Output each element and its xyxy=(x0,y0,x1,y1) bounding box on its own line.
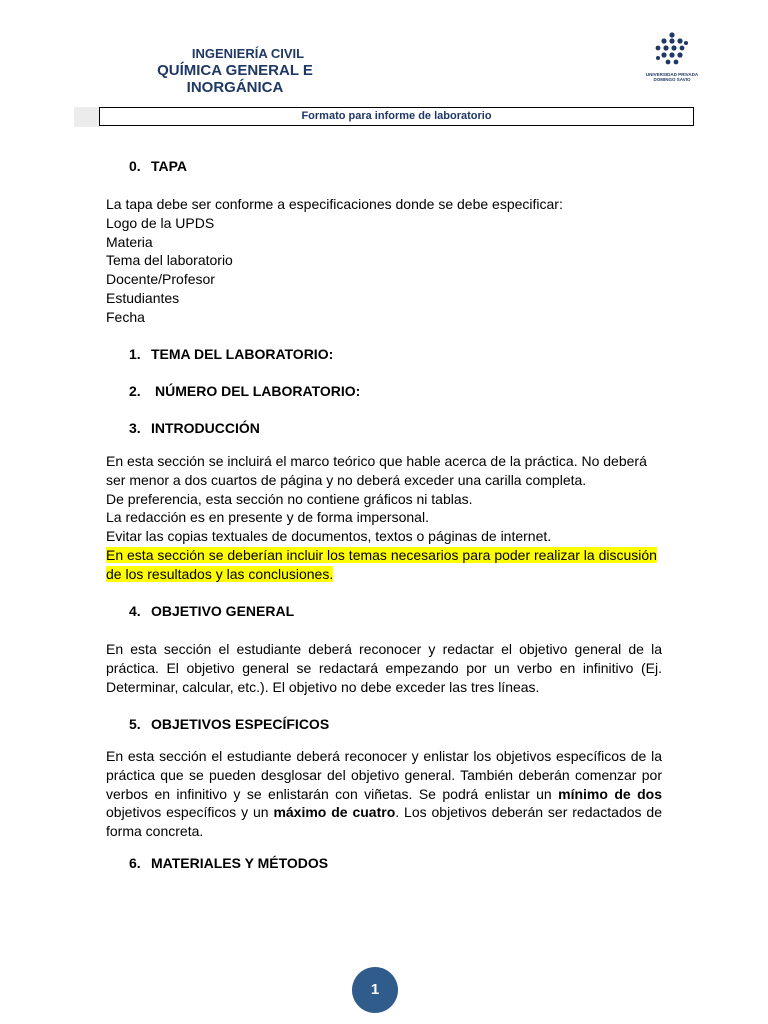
list-item: Fecha xyxy=(106,308,145,325)
university-logo-icon xyxy=(640,30,704,92)
intro-paragraph: De preferencia, esta sección no contiene gráficos ni tablas. xyxy=(106,490,473,507)
program-title: INGENIERÍA CIVIL xyxy=(191,46,305,61)
section-heading-tapa xyxy=(129,158,187,174)
banner-title: Formato para informe de laboratorio xyxy=(99,107,694,126)
section-heading-introduccion xyxy=(129,420,260,436)
objetivos-especificos-paragraph xyxy=(106,747,662,841)
paragraph-text: . Los objetivos deberán ser redactados de forma concreta. xyxy=(106,804,662,840)
section-number: 2. xyxy=(129,383,141,399)
list-item: Tema del laboratorio xyxy=(106,252,233,269)
section-heading-materiales xyxy=(129,855,328,871)
section-number: 4. xyxy=(129,603,141,619)
intro-paragraph: En esta sección se incluirá el marco teórico que hable acerca de la práctica. No deberá ser menor a dos cuartos de página y no deberá exceder una carilla completa. xyxy=(106,453,647,488)
section-title: TEMA DEL LABORATORIO: xyxy=(151,346,334,362)
section-title: OBJETIVO GENERAL xyxy=(151,603,295,619)
list-item: Logo de la UPDS xyxy=(106,214,215,231)
section-number: 6. xyxy=(129,855,141,871)
course-title: QUÍMICA GENERAL E INORGÁNICA xyxy=(157,62,313,96)
paragraph-text: En esta sección el estudiante deberá reconocer y enlistar los objetivos específicos de la práctica que se pueden desglosar del objetivo general. También deberán comenzar por verbos en infinitivo y se enlistarán con viñetas. Se podrá enlistar un xyxy=(106,748,662,802)
section-number: 3. xyxy=(129,420,141,436)
section-heading-numero xyxy=(129,383,360,399)
section-number: 0. xyxy=(129,158,141,174)
bold-minimum: mínimo de dos xyxy=(558,785,662,802)
section-heading-tema xyxy=(129,346,333,362)
intro-paragraph: La redacción es en presente y de forma impersonal. xyxy=(106,509,429,526)
section-heading-objetivos-especificos xyxy=(129,716,329,732)
section-title: NÚMERO DEL LABORATORIO: xyxy=(155,383,361,399)
section-title: OBJETIVOS ESPECÍFICOS xyxy=(151,716,330,732)
list-item: Docente/Profesor xyxy=(106,271,215,288)
list-item: Estudiantes xyxy=(106,289,180,306)
paragraph-text: objetivos específicos y un xyxy=(106,804,274,821)
list-item: Materia xyxy=(106,233,153,250)
objetivo-general-paragraph: En esta sección el estudiante deberá reconocer y redactar el objetivo general de la práctica. El objetivo general se redactará empezando por un verbo en infinitivo (Ej. Determinar, calcular, etc.). El objetivo no debe exceder las tres líneas. xyxy=(106,641,662,695)
highlighted-note: En esta sección se deberían incluir los temas necesarios para poder realizar la discusión de los resultados y las conclusiones. xyxy=(106,546,657,582)
section-number: 1. xyxy=(129,346,141,362)
section-title: TAPA xyxy=(151,158,188,174)
tapa-block xyxy=(106,195,662,327)
tapa-intro: La tapa debe ser conforme a especificaciones donde se debe especificar: xyxy=(106,196,563,212)
bold-maximum: máximo de cuatro xyxy=(273,804,396,821)
section-title: INTRODUCCIÓN xyxy=(151,420,260,436)
section-heading-objetivo-general xyxy=(129,603,294,619)
banner-shade xyxy=(74,107,100,127)
logo-caption: UNIVERSIDAD PRIVADA DOMINGO SAVIO xyxy=(645,72,699,82)
page-number-badge: 1 xyxy=(352,967,398,1013)
introduccion-block xyxy=(106,452,662,584)
intro-paragraph: Evitar las copias textuales de documentos, textos o páginas de internet. xyxy=(106,528,552,545)
section-title: MATERIALES Y MÉTODOS xyxy=(151,855,329,871)
section-number: 5. xyxy=(129,716,141,732)
